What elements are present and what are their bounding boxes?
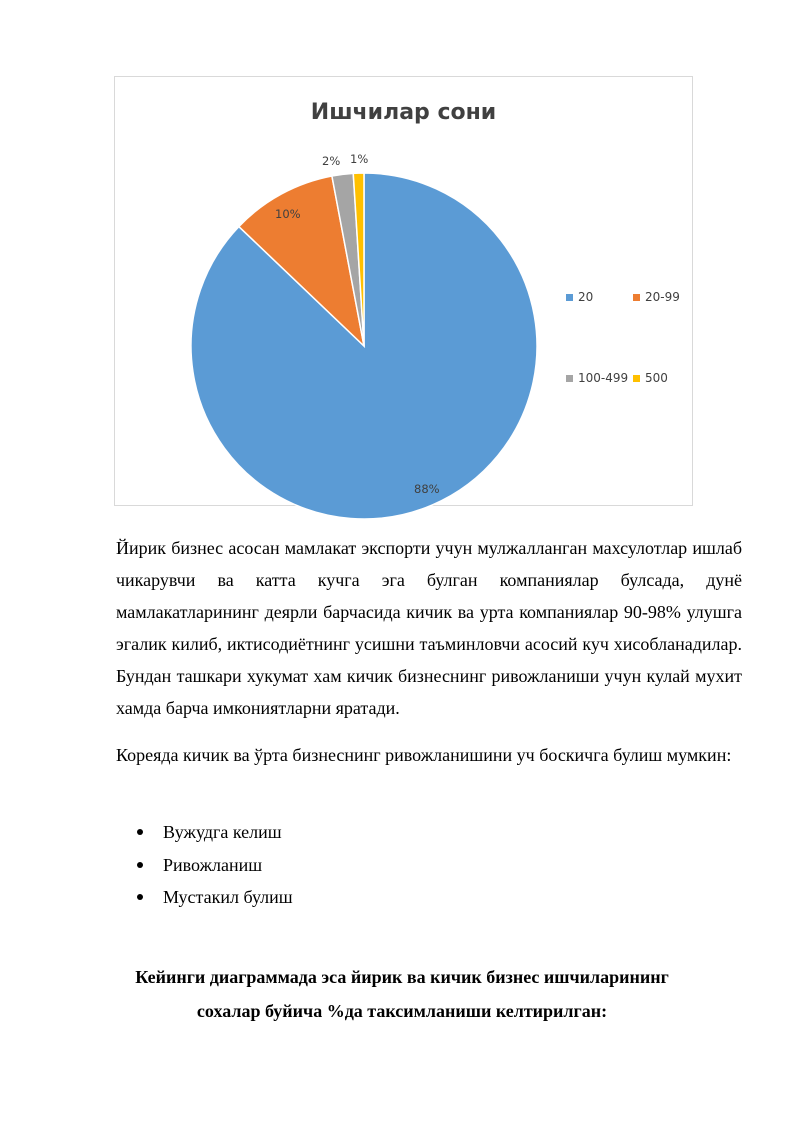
legend-item-100-499 [566, 371, 628, 385]
list-item-text: Вужудга келиш [163, 822, 282, 842]
legend-swatch-20-99 [633, 294, 640, 301]
bullet-dot [137, 894, 143, 900]
legend-swatch-20 [566, 294, 573, 301]
legend-item-20 [566, 290, 593, 304]
pie-label-20-99: 10% [275, 207, 301, 221]
pie-chart [114, 76, 693, 506]
legend-label-20-99: 20-99 [645, 290, 680, 304]
pie-label-100-499: 2% [322, 154, 341, 168]
legend-label-20: 20 [578, 290, 594, 304]
list-item [134, 881, 293, 914]
list-item-text: Мустакил булиш [163, 887, 293, 907]
bullet-list [134, 816, 293, 914]
paragraph-1: Йирик бизнес асосан мамлакат экспорти учун мулжалланган махсулотлар ишлаб чикарувчи ва катта кучга эга булган компаниялар булсада, дунё мамлакатларининг деярли барчасида кичик ва урта компаниялар 90-98% улушга эгалик килиб, иктисодиётнинг усишни таъминловчи асосий куч хисобланадилар. Бундан ташкари хукумат хам кичик бизнеснинг ривожланиши учун кулай мухит хамда барча имкониятларни яратади. [116, 538, 742, 718]
pie-label-500: 1% [350, 152, 369, 166]
legend-item-20-99 [633, 290, 680, 304]
legend-swatch-500 [633, 375, 640, 382]
paragraph-2: Кореяда кичик ва ўрта бизнеснинг ривожланишини уч боскичга булиш мумкин: [116, 745, 732, 765]
bullet-dot [137, 829, 143, 835]
caption-line-1: Кейинги диаграммада эса йирик ва кичик бизнес ишчиларининг [135, 967, 669, 987]
chart-title: Ишчилар сони [310, 100, 497, 125]
list-item [134, 816, 293, 849]
list-item [134, 849, 293, 882]
legend-swatch-100-499 [566, 375, 573, 382]
legend-label-500: 500 [645, 371, 668, 385]
caption-line-2: сохалар буйича %да таксимланиши келтирилган: [196, 1001, 608, 1021]
bullet-dot [137, 862, 143, 868]
chart-caption [116, 960, 688, 1028]
legend-label-100-499: 100-499 [578, 371, 629, 385]
legend-item-500 [633, 371, 668, 385]
pie-label-20: 88% [414, 482, 440, 496]
list-item-text: Ривожланиш [163, 854, 263, 875]
